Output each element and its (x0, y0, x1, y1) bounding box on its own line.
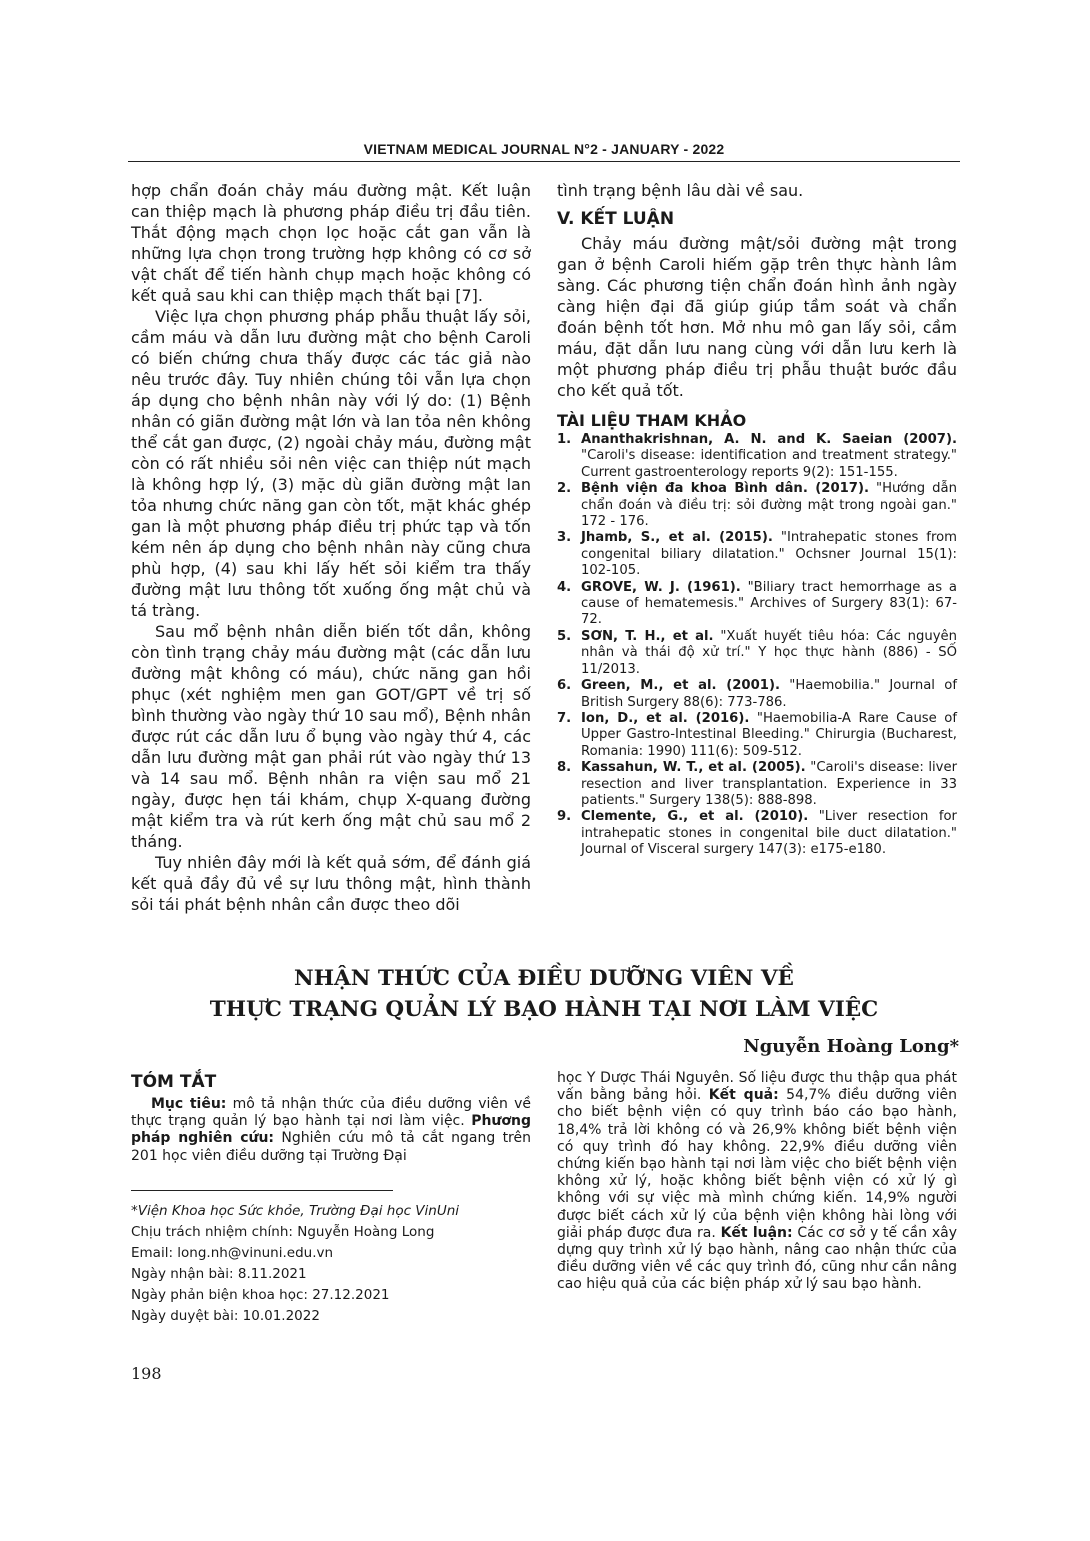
conclusion-heading: V. KẾT LUẬN (557, 209, 675, 229)
reference-item (557, 711, 957, 760)
reference-body (581, 432, 957, 481)
objective-label: Mục tiêu: (151, 1096, 227, 1112)
right-column (557, 180, 957, 859)
abstract-conclusion-label: Kết luận: (720, 1224, 793, 1241)
reference-author: Jhamb, S., et al. (2015). (581, 530, 773, 546)
body-paragraph-4: Tuy nhiên đây mới là kết quả sớm, để đánh giá kết quả đầy đủ về sự lưu thông mật, hình thành sỏi tái phát bệnh nhân cần được theo dõi (131, 853, 531, 914)
results-label: Kết quả: (708, 1087, 779, 1104)
reference-number: 1. (557, 432, 572, 447)
reference-item (557, 481, 957, 530)
body-paragraph-3: Sau mổ bệnh nhân diễn biến tốt dần, không còn tình trạng chảy máu đường mật (các dẫn lưu đường mật không có máu), chức năng gan hồi phục (xét nghiệm men gan GOT/GPT về trị số bình thường vào ngày thứ 10 sau mổ), Bệnh nhân được rút các dẫn lưu ổ bụng vào ngày thứ 4, các dẫn lưu đường mật gan phải rút vào ngày thứ 13 và 14 sau mổ. Bệnh nhân ra viện sau mổ 21 ngày, được hẹn tái khám, chụp X-quang đường mật kiểm tra và rút kerh ống mật chủ sau mổ 2 tháng. (131, 622, 531, 851)
footnote-received: Ngày nhận bài: 8.11.2021 (131, 1266, 307, 1282)
method-label: Phương pháp nghiên cứu: (131, 1113, 531, 1147)
body-paragraph-1: hợp chẩn đoán chảy máu đường mật. Kết luận can thiệp mạch là phương pháp điều trị đầu tiên. Thắt động mạch chọn lọc hoặc cắt gan vẫn là những lựa chọn trong trường hợp không có cơ sở vật chất để tiến hành chụp mạch hoặc không có kết quả sau khi can thiệp mạch thất bại [7]. (131, 181, 531, 305)
reference-author: SƠN, T. H., et al. (581, 628, 714, 644)
reference-body (581, 580, 957, 629)
footnote-affiliation: *Viện Khoa học Sức khỏe, Trường Đại học VinUni (131, 1203, 460, 1219)
abstract-paragraph (131, 1096, 531, 1165)
reference-body (581, 629, 957, 678)
footnote-rule (131, 1190, 393, 1191)
reference-author: Bệnh viện đa khoa Bình dân. (2017). (581, 481, 870, 497)
reference-body (581, 481, 957, 530)
reference-number: 3. (557, 530, 572, 546)
article-author: Nguyễn Hoàng Long* (743, 1036, 959, 1057)
reference-number: 7. (557, 710, 572, 726)
body-continuation: tình trạng bệnh lâu dài về sau. (557, 181, 804, 200)
results-text: 54,7% điều dưỡng viên cho biết bệnh viện có quy trình báo cáo bạo hành, 18,4% trả lời không có và 26,9% không biết bệnh viện có quy trình đó hay không. 22,9% điều dưỡng viên chứng kiến bạo hành tại nơi làm việc cho biết bệnh viện không xử lý, hoặc không biết bệnh viện có xử lý gì không với sự việc mà mình chứng kiến. 14,9% người được biết cách xử lý của bệnh viện không hài lòng với giải pháp được đưa ra. (557, 1087, 957, 1241)
method-text: Nghiên cứu mô tả cắt ngang trên 201 học viên điều dưỡng tại Trường Đại (131, 1130, 531, 1164)
reference-text: "Hướng dẫn chẩn đoán và điều trị: sỏi đường mật trong ngoài gan." 172 - 176. (581, 481, 957, 530)
abstract-continuation (557, 1070, 957, 1294)
reference-item (557, 580, 957, 629)
reference-author: Kassahun, W. T., et al. (2005). (581, 760, 806, 776)
reference-number: 9. (557, 809, 572, 825)
abstract-right (557, 1070, 957, 1294)
page-number: 198 (131, 1364, 162, 1383)
reference-text: "Xuất huyết tiêu hóa: Các nguyên nhân và thái độ xử trí." Y học thực hành (886) - SỐ 11/2013. (581, 628, 958, 677)
conclusion-text: Chảy máu đường mật/sỏi đường mật trong gan ở bệnh Caroli hiếm gặp trên thực hành lâm sàng. Các phương tiện chẩn đoán hình ảnh ngày càng hiện đại đã giúp giúp tầm soát và chẩn đoán bệnh tốt hơn. Mở nhu mô gan lấy sỏi, cầm máu, đặt dẫn lưu nang cùng với dẫn lưu kerh là một phương pháp điều trị phẫu thuật bước đầu cho kết quả tốt. (557, 234, 957, 400)
reference-list (557, 432, 957, 859)
reference-body (581, 809, 957, 858)
reference-author: Ion, D., et al. (2016). (581, 710, 750, 726)
reference-number: 4. (557, 579, 572, 595)
reference-author: Green, M., et al. (2001). (581, 678, 780, 694)
article-title-line-2: THỰC TRẠNG QUẢN LÝ BẠO HÀNH TẠI NƠI LÀM VIỆC (209, 997, 879, 1022)
reference-text: "Biliary tract hemorrhage as a cause of hematemesis." Archives of Surgery 83(1): 67-72. (581, 579, 957, 628)
reference-item (557, 629, 957, 678)
footnote-approved: Ngày duyệt bài: 10.01.2022 (131, 1308, 320, 1324)
header-rule (128, 161, 960, 162)
footnote-email: Email: long.nh@vinuni.edu.vn (131, 1245, 334, 1261)
reference-body (581, 530, 957, 579)
reference-author: Clemente, G., et al. (2010). (581, 809, 809, 825)
journal-header: VIETNAM MEDICAL JOURNAL N°2 - JANUARY - 2022 (363, 141, 725, 157)
abstract-heading: TÓM TẮT (131, 1072, 217, 1092)
footnote-reviewed: Ngày phản biện khoa học: 27.12.2021 (131, 1287, 390, 1303)
reference-text: "Haemobilia." Journal of British Surgery 88(6): 773-786. (581, 678, 957, 710)
article-title (128, 963, 960, 1025)
reference-number: 6. (557, 678, 572, 694)
abstract-conclusion-text: Các cơ sở y tế cần xây dựng quy trình xử lý bạo hành, nâng cao nhận thức của điều dưỡng viên về các quy trình đó, cũng như cần nâng cao hiệu quả của các biện pháp xử lý sau bạo hành. (557, 1224, 957, 1293)
abstract-continuation-text: học Y Dược Thái Nguyên. Số liệu được thu thập qua phát vấn bằng bảng hỏi. (557, 1070, 957, 1104)
reference-text: "Caroli's disease: identification and treatment strategy." Current gastroenterology reports 9(2): 151-155. (581, 448, 957, 480)
reference-text: "Haemobilia-A Rare Cause of Upper Gastro-Intestinal Bleeding." Chirurgia (Bucharest, Romania: 1990) 111(6): 509-512. (581, 710, 957, 759)
body-paragraph-2: Việc lựa chọn phương pháp phẫu thuật lấy sỏi, cầm máu và dẫn lưu đường mật cho bệnh Caroli có biến chứng chưa thấy được các tác giả nào nêu trước đây. Tuy nhiên chúng tôi vẫn lựa chọn áp dụng cho bệnh nhân này với lý do: (1) Bệnh nhân có giãn đường mật lớn và lan tỏa nên không thể cắt gan được, (2) ngoài chảy máu, đường mật còn có rất nhiều sỏi nên việc can thiệp nút mạch là không hợp lý, (3) mặc dù giãn đường mật lan tỏa nhưng chức năng gan còn tốt, mặt khác ghép gan là một phương pháp điều trị phức tạp và tốn kém nên áp dụng cho bệnh nhân này cũng chưa phù hợp, (4) sau khi lấy hết sỏi kiểm tra thấy đường mật lưu thông tốt xuống ống mật chủ và tá tràng. (131, 307, 531, 620)
objective-text: mô tả nhận thức của điều dưỡng viên về thực trạng quản lý bạo hành tại nơi làm việc. (131, 1096, 532, 1130)
reference-item (557, 809, 957, 858)
reference-author: GROVE, W. J. (1961). (581, 579, 741, 595)
reference-number: 8. (557, 760, 572, 776)
reference-item (557, 432, 957, 481)
reference-text: "Intrahepatic stones from congenital biliary dilatation." Ochsner Journal 15(1): 102-105. (581, 530, 957, 579)
reference-item (557, 678, 957, 711)
left-column (131, 180, 531, 915)
reference-author: Ananthakrishnan, A. N. and K. Saeian (2007). (581, 432, 957, 447)
reference-body (581, 760, 957, 809)
reference-number: 5. (557, 628, 572, 644)
reference-item (557, 760, 957, 809)
reference-text: "Caroli's disease: liver resection and liver transplantation. Experience in 33 patients." Surgery 138(5): 888-898. (581, 760, 958, 808)
abstract-left (131, 1072, 531, 1165)
reference-body (581, 678, 957, 711)
footnotes (131, 1201, 531, 1327)
reference-body (581, 711, 957, 760)
reference-item (557, 530, 957, 579)
reference-number: 2. (557, 481, 572, 497)
article-title-line-1: NHẬN THỨC CỦA ĐIỀU DƯỠNG VIÊN VỀ (294, 966, 794, 991)
footnote-responsible: Chịu trách nhiệm chính: Nguyễn Hoàng Long (131, 1224, 435, 1240)
reference-text: "Liver resection for intrahepatic stones in congenital bile duct dilatation." Journal of Visceral surgery 147(3): e175-e180. (581, 809, 957, 858)
references-heading: TÀI LIỆU THAM KHẢO (557, 411, 747, 430)
